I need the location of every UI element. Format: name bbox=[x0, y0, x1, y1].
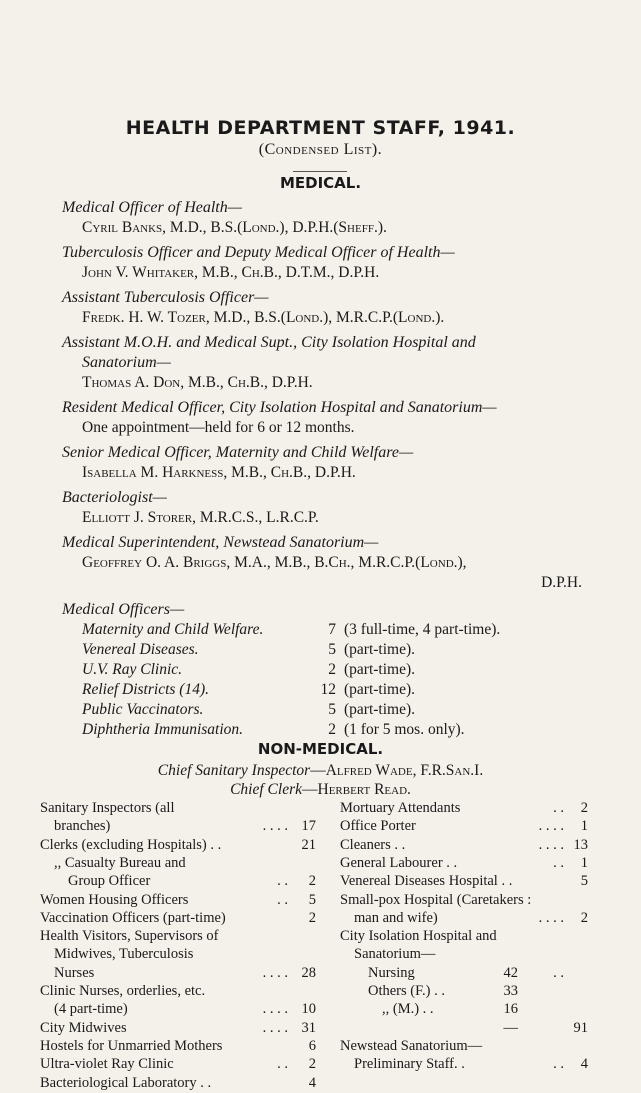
staff-count: 5 bbox=[308, 891, 316, 908]
staff-count: 4 bbox=[580, 1056, 588, 1073]
chief-inspector-name: —Alfred Wade, F.R.San.I. bbox=[310, 762, 484, 779]
staff-label: Sanitary Inspectors (all bbox=[40, 800, 175, 816]
medical-officers-title-block bbox=[62, 600, 582, 620]
page-heading: HEALTH DEPARTMENT STAFF, 1941. bbox=[125, 117, 516, 139]
staff-count: 2 bbox=[308, 1056, 316, 1073]
staff-row bbox=[40, 1056, 316, 1074]
staff-label: General Labourer . . bbox=[340, 854, 458, 871]
staff-row bbox=[340, 1038, 588, 1056]
officer-detail: (part-time). bbox=[344, 701, 416, 718]
staff-row bbox=[340, 983, 588, 1001]
entry-name: Thomas A. Don, M.B., Ch.B., D.P.H. bbox=[82, 374, 313, 391]
medical-heading: MEDICAL. bbox=[279, 174, 362, 192]
staff-label: Preliminary Staff. . bbox=[354, 1056, 465, 1073]
staff-count: 6 bbox=[308, 1037, 316, 1054]
medical-officer-row bbox=[82, 661, 562, 681]
leader-dots: . . . . bbox=[262, 1019, 288, 1036]
medical-officers-title: Medical Officers— bbox=[62, 601, 185, 618]
leader-dots: . . . . bbox=[262, 1001, 288, 1018]
staff-row bbox=[40, 818, 316, 836]
staff-count: 1 bbox=[580, 854, 588, 871]
staff-label: Vaccination Officers (part-time) bbox=[40, 909, 226, 926]
entry-assistant-tuberculosis-officer bbox=[62, 288, 582, 328]
staff-row bbox=[340, 1056, 588, 1074]
entry-name: One appointment—held for 6 or 12 months. bbox=[82, 419, 355, 436]
staff-row bbox=[40, 800, 316, 818]
staff-subcount: 16 bbox=[503, 1001, 518, 1018]
staff-row bbox=[40, 946, 316, 964]
leader-dots: . . bbox=[553, 800, 564, 816]
entry-title-continued: Sanatorium— bbox=[82, 354, 171, 371]
staff-label: Clinic Nurses, orderlies, etc. bbox=[40, 983, 206, 999]
staff-row bbox=[40, 855, 316, 873]
staff-label: Nurses bbox=[54, 964, 95, 981]
officer-detail: (part-time). bbox=[344, 661, 416, 678]
staff-label: Office Porter bbox=[340, 818, 416, 835]
medical-officer-row bbox=[82, 681, 562, 701]
officer-count: 2 bbox=[328, 721, 336, 738]
staff-label: Bacteriological Laboratory . . bbox=[40, 1074, 212, 1091]
staff-label: Midwives, Tuberculosis bbox=[54, 946, 194, 963]
staff-label: Group Officer bbox=[68, 873, 151, 890]
chief-clerk bbox=[0, 781, 641, 799]
staff-label: Others (F.) . . bbox=[368, 983, 445, 999]
leader-dots: . . bbox=[277, 873, 288, 890]
staff-row bbox=[40, 983, 316, 1001]
entry-senior-medical-officer bbox=[62, 443, 582, 483]
staff-label: City Midwives bbox=[40, 1019, 127, 1036]
staff-count: 91 bbox=[573, 1019, 588, 1036]
staff-label: branches) bbox=[54, 818, 111, 835]
staff-row bbox=[340, 910, 588, 928]
staff-subcount: 42 bbox=[503, 964, 518, 981]
entry-name: Geoffrey O. A. Briggs, M.A., M.B., B.Ch., M.R.C.P.(Lond.), bbox=[82, 554, 467, 571]
staff-count: 28 bbox=[301, 964, 316, 981]
staff-subcount: — bbox=[503, 1019, 518, 1036]
staff-label: Venereal Diseases Hospital . . bbox=[340, 873, 513, 890]
staff-row bbox=[340, 946, 588, 964]
staff-row bbox=[40, 873, 316, 891]
leader-dots: . . bbox=[553, 964, 564, 981]
officer-label: Relief Districts (14). bbox=[82, 681, 209, 698]
chief-inspector-title: Chief Sanitary Inspector bbox=[157, 762, 311, 779]
officer-count: 5 bbox=[328, 641, 336, 658]
entry-name: John V. Whitaker, M.B., Ch.B., D.T.M., D.P.H. bbox=[82, 264, 380, 281]
staff-row bbox=[340, 855, 588, 873]
staff-label: ,, Casualty Bureau and bbox=[54, 854, 186, 871]
entry-title: Assistant Tuberculosis Officer— bbox=[62, 289, 269, 306]
staff-row bbox=[40, 965, 316, 983]
officer-count: 5 bbox=[328, 701, 336, 718]
leader-dots: . . bbox=[277, 891, 288, 908]
officer-detail: (part-time). bbox=[344, 681, 416, 698]
leader-dots: . . . . bbox=[538, 909, 564, 926]
page-subheading: (Condensed List). bbox=[258, 141, 383, 158]
officer-label: U.V. Ray Clinic. bbox=[82, 661, 183, 678]
staff-row bbox=[340, 818, 588, 836]
staff-row bbox=[340, 800, 588, 818]
entry-title: Resident Medical Officer, City Isolation Hospital and Sanatorium— bbox=[62, 399, 497, 416]
staff-row bbox=[340, 892, 588, 910]
entry-title: Medical Officer of Health— bbox=[62, 199, 242, 216]
staff-label: Small-pox Hospital (Caretakers : bbox=[340, 891, 532, 908]
staff-row bbox=[340, 1001, 588, 1019]
staff-count: 1 bbox=[580, 818, 588, 835]
divider-rule bbox=[293, 171, 347, 172]
staff-count: 2 bbox=[580, 909, 588, 926]
staff-label: Newstead Sanatorium— bbox=[340, 1037, 483, 1054]
entry-medical-superintendent bbox=[62, 533, 582, 593]
staff-label: ,, (M.) . . bbox=[382, 1001, 434, 1018]
staff-count: 21 bbox=[301, 836, 316, 853]
staff-row bbox=[40, 1075, 316, 1093]
staff-label: Nursing bbox=[368, 964, 415, 981]
officer-detail: (3 full-time, 4 part-time). bbox=[344, 621, 501, 638]
staff-row bbox=[40, 928, 316, 946]
leader-dots: . . . . bbox=[262, 818, 288, 835]
staff-label: Clerks (excluding Hospitals) . . bbox=[40, 836, 222, 853]
non-medical-heading: NON-MEDICAL. bbox=[257, 740, 384, 758]
entry-title: Medical Superintendent, Newstead Sanatorium— bbox=[62, 534, 379, 551]
staff-row bbox=[340, 928, 588, 946]
staff-label: Health Visitors, Supervisors of bbox=[40, 928, 219, 945]
staff-count: 5 bbox=[580, 873, 588, 890]
entry-bacteriologist bbox=[62, 488, 582, 528]
staff-row bbox=[340, 1020, 588, 1038]
medical-officer-row bbox=[82, 721, 562, 741]
leader-dots: . . bbox=[553, 1056, 564, 1073]
entry-resident-medical-officer bbox=[62, 398, 582, 438]
entry-title: Bacteriologist— bbox=[62, 489, 167, 506]
staff-row bbox=[340, 837, 588, 855]
officer-count: 7 bbox=[328, 621, 336, 638]
staff-label: City Isolation Hospital and bbox=[340, 928, 497, 945]
staff-row bbox=[340, 965, 588, 983]
officer-label: Diphtheria Immunisation. bbox=[82, 721, 244, 738]
staff-label: Hostels for Unmarried Mothers bbox=[40, 1037, 223, 1054]
officer-label: Public Vaccinators. bbox=[82, 701, 204, 718]
entry-name: Fredk. H. W. Tozer, M.D., B.S.(Lond.), M.R.C.P.(Lond.). bbox=[82, 309, 445, 326]
staff-count: 13 bbox=[573, 836, 588, 853]
leader-dots: . . bbox=[277, 1056, 288, 1073]
entry-title: Senior Medical Officer, Maternity and Child Welfare— bbox=[62, 444, 414, 461]
entry-tuberculosis-officer bbox=[62, 243, 582, 283]
leader-dots: . . . . bbox=[538, 818, 564, 835]
chief-clerk-name: —Herbert Read. bbox=[302, 781, 411, 798]
staff-row bbox=[40, 892, 316, 910]
officer-count: 2 bbox=[328, 661, 336, 678]
staff-label: Sanatorium— bbox=[354, 946, 436, 963]
staff-label: Cleaners . . bbox=[340, 836, 406, 853]
staff-count: 10 bbox=[301, 1001, 316, 1018]
leader-dots: . . . . bbox=[538, 836, 564, 853]
staff-count: 2 bbox=[308, 873, 316, 890]
medical-officer-row bbox=[82, 621, 562, 641]
staff-count: 2 bbox=[580, 800, 588, 816]
leader-dots: . . bbox=[553, 854, 564, 871]
entry-name-continued: D.P.H. bbox=[541, 574, 582, 591]
chief-clerk-title: Chief Clerk bbox=[230, 781, 302, 798]
staff-subcount: 33 bbox=[503, 983, 518, 999]
staff-count: 2 bbox=[308, 909, 316, 926]
entry-moh bbox=[62, 198, 582, 238]
staff-label: Women Housing Officers bbox=[40, 891, 189, 908]
entry-title: Tuberculosis Officer and Deputy Medical Officer of Health— bbox=[62, 244, 455, 261]
entry-name: Elliott J. Storer, M.R.C.S., L.R.C.P. bbox=[82, 509, 319, 526]
officer-label: Maternity and Child Welfare. bbox=[82, 621, 264, 638]
staff-label: (4 part-time) bbox=[54, 1001, 128, 1018]
staff-row bbox=[40, 1001, 316, 1019]
medical-officer-row bbox=[82, 641, 562, 661]
leader-dots: . . . . bbox=[262, 964, 288, 981]
staff-row bbox=[40, 837, 316, 855]
staff-row bbox=[40, 1038, 316, 1056]
staff-label: Mortuary Attendants bbox=[340, 800, 461, 816]
chief-sanitary-inspector bbox=[0, 762, 641, 780]
entry-assistant-moh bbox=[62, 333, 582, 393]
entry-name: Isabella M. Harkness, M.B., Ch.B., D.P.H. bbox=[82, 464, 356, 481]
entry-title: Assistant M.O.H. and Medical Supt., City Isolation Hospital and bbox=[62, 334, 476, 351]
staff-row bbox=[40, 1020, 316, 1038]
officer-detail: (part-time). bbox=[344, 641, 416, 658]
staff-row bbox=[40, 910, 316, 928]
staff-row bbox=[340, 873, 588, 891]
entry-name: Cyril Banks, M.D., B.S.(Lond.), D.P.H.(Sheff.). bbox=[82, 219, 387, 236]
staff-count: 17 bbox=[301, 818, 316, 835]
officer-detail: (1 for 5 mos. only). bbox=[344, 721, 465, 738]
staff-count: 31 bbox=[301, 1019, 316, 1036]
staff-count: 4 bbox=[308, 1074, 316, 1091]
officer-count: 12 bbox=[320, 681, 336, 698]
medical-officer-row bbox=[82, 701, 562, 721]
staff-label: man and wife) bbox=[354, 909, 438, 926]
officer-label: Venereal Diseases. bbox=[82, 641, 199, 658]
staff-label: Ultra-violet Ray Clinic bbox=[40, 1056, 174, 1073]
